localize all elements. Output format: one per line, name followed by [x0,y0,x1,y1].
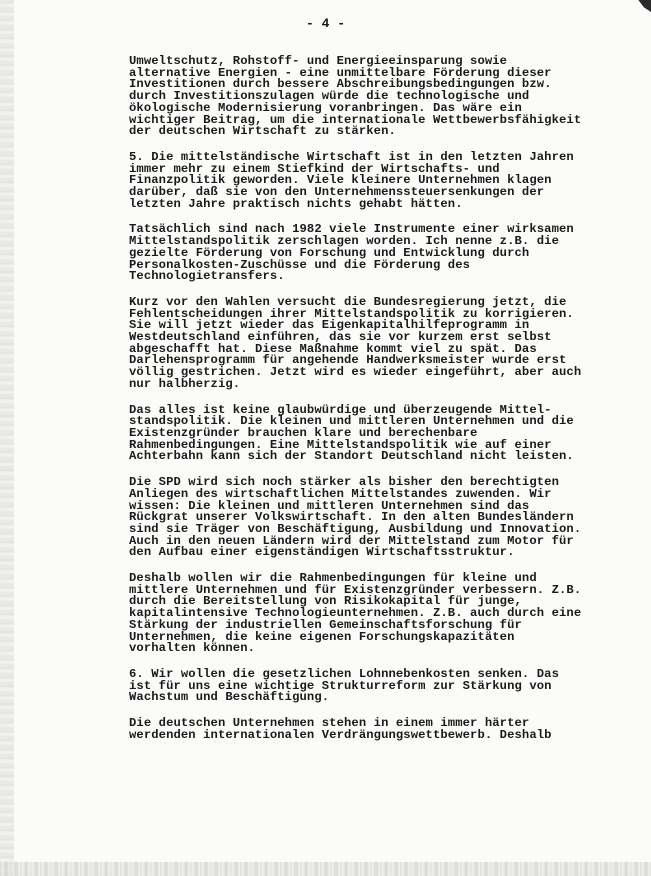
text-line: letzten Jahre praktisch nichts gehabt hätten. [129,196,463,211]
text-line: wichtiger Beitrag, um die internationale Wettbewerbsfähigkeit [129,112,582,127]
text-line: Sie will jetzt wieder das Eigenkapitalhilfeprogramm in [129,318,530,333]
text-line: Die deutschen Unternehmen stehen in einem immer härter [129,716,530,731]
text-line: Finanzpolitik geworden. Viele kleinere Unternehmen klagen [129,173,552,188]
text-line: durch die Bereitstellung von Risikokapital für junge, [129,594,522,609]
text-line: 6. Wir wollen die gesetzlichen Lohnnebenkosten senken. Das [129,666,559,681]
text-line: ökologische Modernisierung voranbringen. Das wäre ein [129,100,522,115]
paragraph [129,56,629,138]
text-line: Darlehensprogramm für angehende Handwerksmeister wurde erst [129,353,567,368]
scan-edge-bottom [0,862,651,876]
scan-edge-left [0,0,14,876]
text-line: darüber, daß sie von den Unternehmenssteuersenkungen der [129,185,545,200]
page-number: - 4 - [305,16,345,31]
text-line: Mittelstandspolitik zerschlagen worden. Ich nenne z.B. die [129,234,559,249]
text-line: Stärkung der industriellen Gemeinschaftsforschung für [129,617,522,632]
text-line: werdenden internationalen Verdrängungswettbewerb. Deshalb [129,727,552,742]
text-line: Auch in den neuen Ländern wird der Mittelstand zum Motor für [129,533,574,548]
paragraph [129,477,629,559]
text-line: Personalkosten-Zuschüsse und die Förderung des [129,257,471,272]
paragraph [129,149,629,211]
text-line: Investitionen durch bessere Abschreibungsbedingungen bzw. [129,77,552,92]
body-text [129,56,629,755]
text-line: mittlere Unternehmen und für Existenzgründer verbessern. Z.B. [129,582,582,597]
text-line: durch Investitionszulagen würde die technologische und [129,89,530,104]
paragraph [129,224,629,283]
text-line: Anliegen des wirtschaftlichen Mittelstandes zuwenden. Wir [129,486,552,501]
text-line: Rahmenbedingungen. Eine Mittelstandspolitik wie auf einer [129,437,552,452]
text-line: Technologietransfers. [129,269,285,284]
text-line: Das alles ist keine glaubwürdige und überzeugende Mittel- [129,402,552,417]
text-line: völlig gestrichen. Jetzt wird es wieder eingeführt, aber auch [129,365,582,380]
text-line: Die SPD wird sich noch stärker als bisher den berechtigten [129,475,559,490]
paragraph [129,573,629,655]
text-line: alternative Energien - eine unmittelbare Förderung dieser [129,65,552,80]
paragraph [129,666,629,705]
text-line: Wachstum und Beschäftigung. [129,690,330,705]
text-line: vorhalten können. [129,641,256,656]
paragraph [129,718,629,741]
text-line: standspolitik. Die kleinen und mittleren Unternehmen und die [129,414,574,429]
text-line: ist für uns eine wichtige Strukturreform zur Stärkung von [129,678,552,693]
text-line: Umweltschutz, Rohstoff- und Energieeinsparung sowie [129,54,508,68]
text-line: wissen: Die kleinen und mittleren Unternehmen sind das [129,498,530,513]
text-line: Kurz vor den Wahlen versucht die Bundesregierung jetzt, die [129,294,567,309]
text-line: Tatsächlich sind nach 1982 viele Instrumente einer wirksamen [129,222,574,237]
text-line: Fehlentscheidungen ihrer Mittelstandspolitik zu korrigieren. [129,306,574,321]
text-line: immer mehr zu einem Stiefkind der Wirtschafts- und [129,161,500,176]
text-line: 5. Die mittelständische Wirtschaft ist in den letzten Jahren [129,149,574,164]
text-line: der deutschen Wirtschaft zu stärken. [129,124,396,139]
text-line: abgeschafft hat. Diese Maßnahme kommt viel zu spät. Das [129,341,537,356]
text-line: Deshalb wollen wir die Rahmenbedingungen für kleine und [129,571,537,586]
text-line: Rückgrat unserer Volkswirtschaft. In den alten Bundesländern [129,510,574,525]
text-line: kapitalintensive Technologieunternehmen. Z.B. auch durch eine [129,606,582,621]
paragraph [129,294,629,391]
text-line: Westdeutschland einführen, das sie vor kurzem erst selbst [129,330,552,345]
text-line: Unternehmen, die keine eigenen Forschungskapazitäten [129,629,515,644]
text-line: Existenzgründer brauchen klare und berechenbare [129,425,478,440]
paragraph [129,402,629,464]
text-line: sind sie Träger von Beschäftigung, Ausbildung und Innovation. [129,521,582,536]
text-line: gezielte Förderung von Forschung und Entwicklung durch [129,245,530,260]
text-line: den Aufbau einer eigenständigen Wirtschaftsstruktur. [129,545,515,560]
text-line: Achterbahn kann sich der Standort Deutschland nicht leisten. [129,449,574,464]
scan-corner-mark [633,0,651,12]
text-line: nur halbherzig. [129,376,241,391]
